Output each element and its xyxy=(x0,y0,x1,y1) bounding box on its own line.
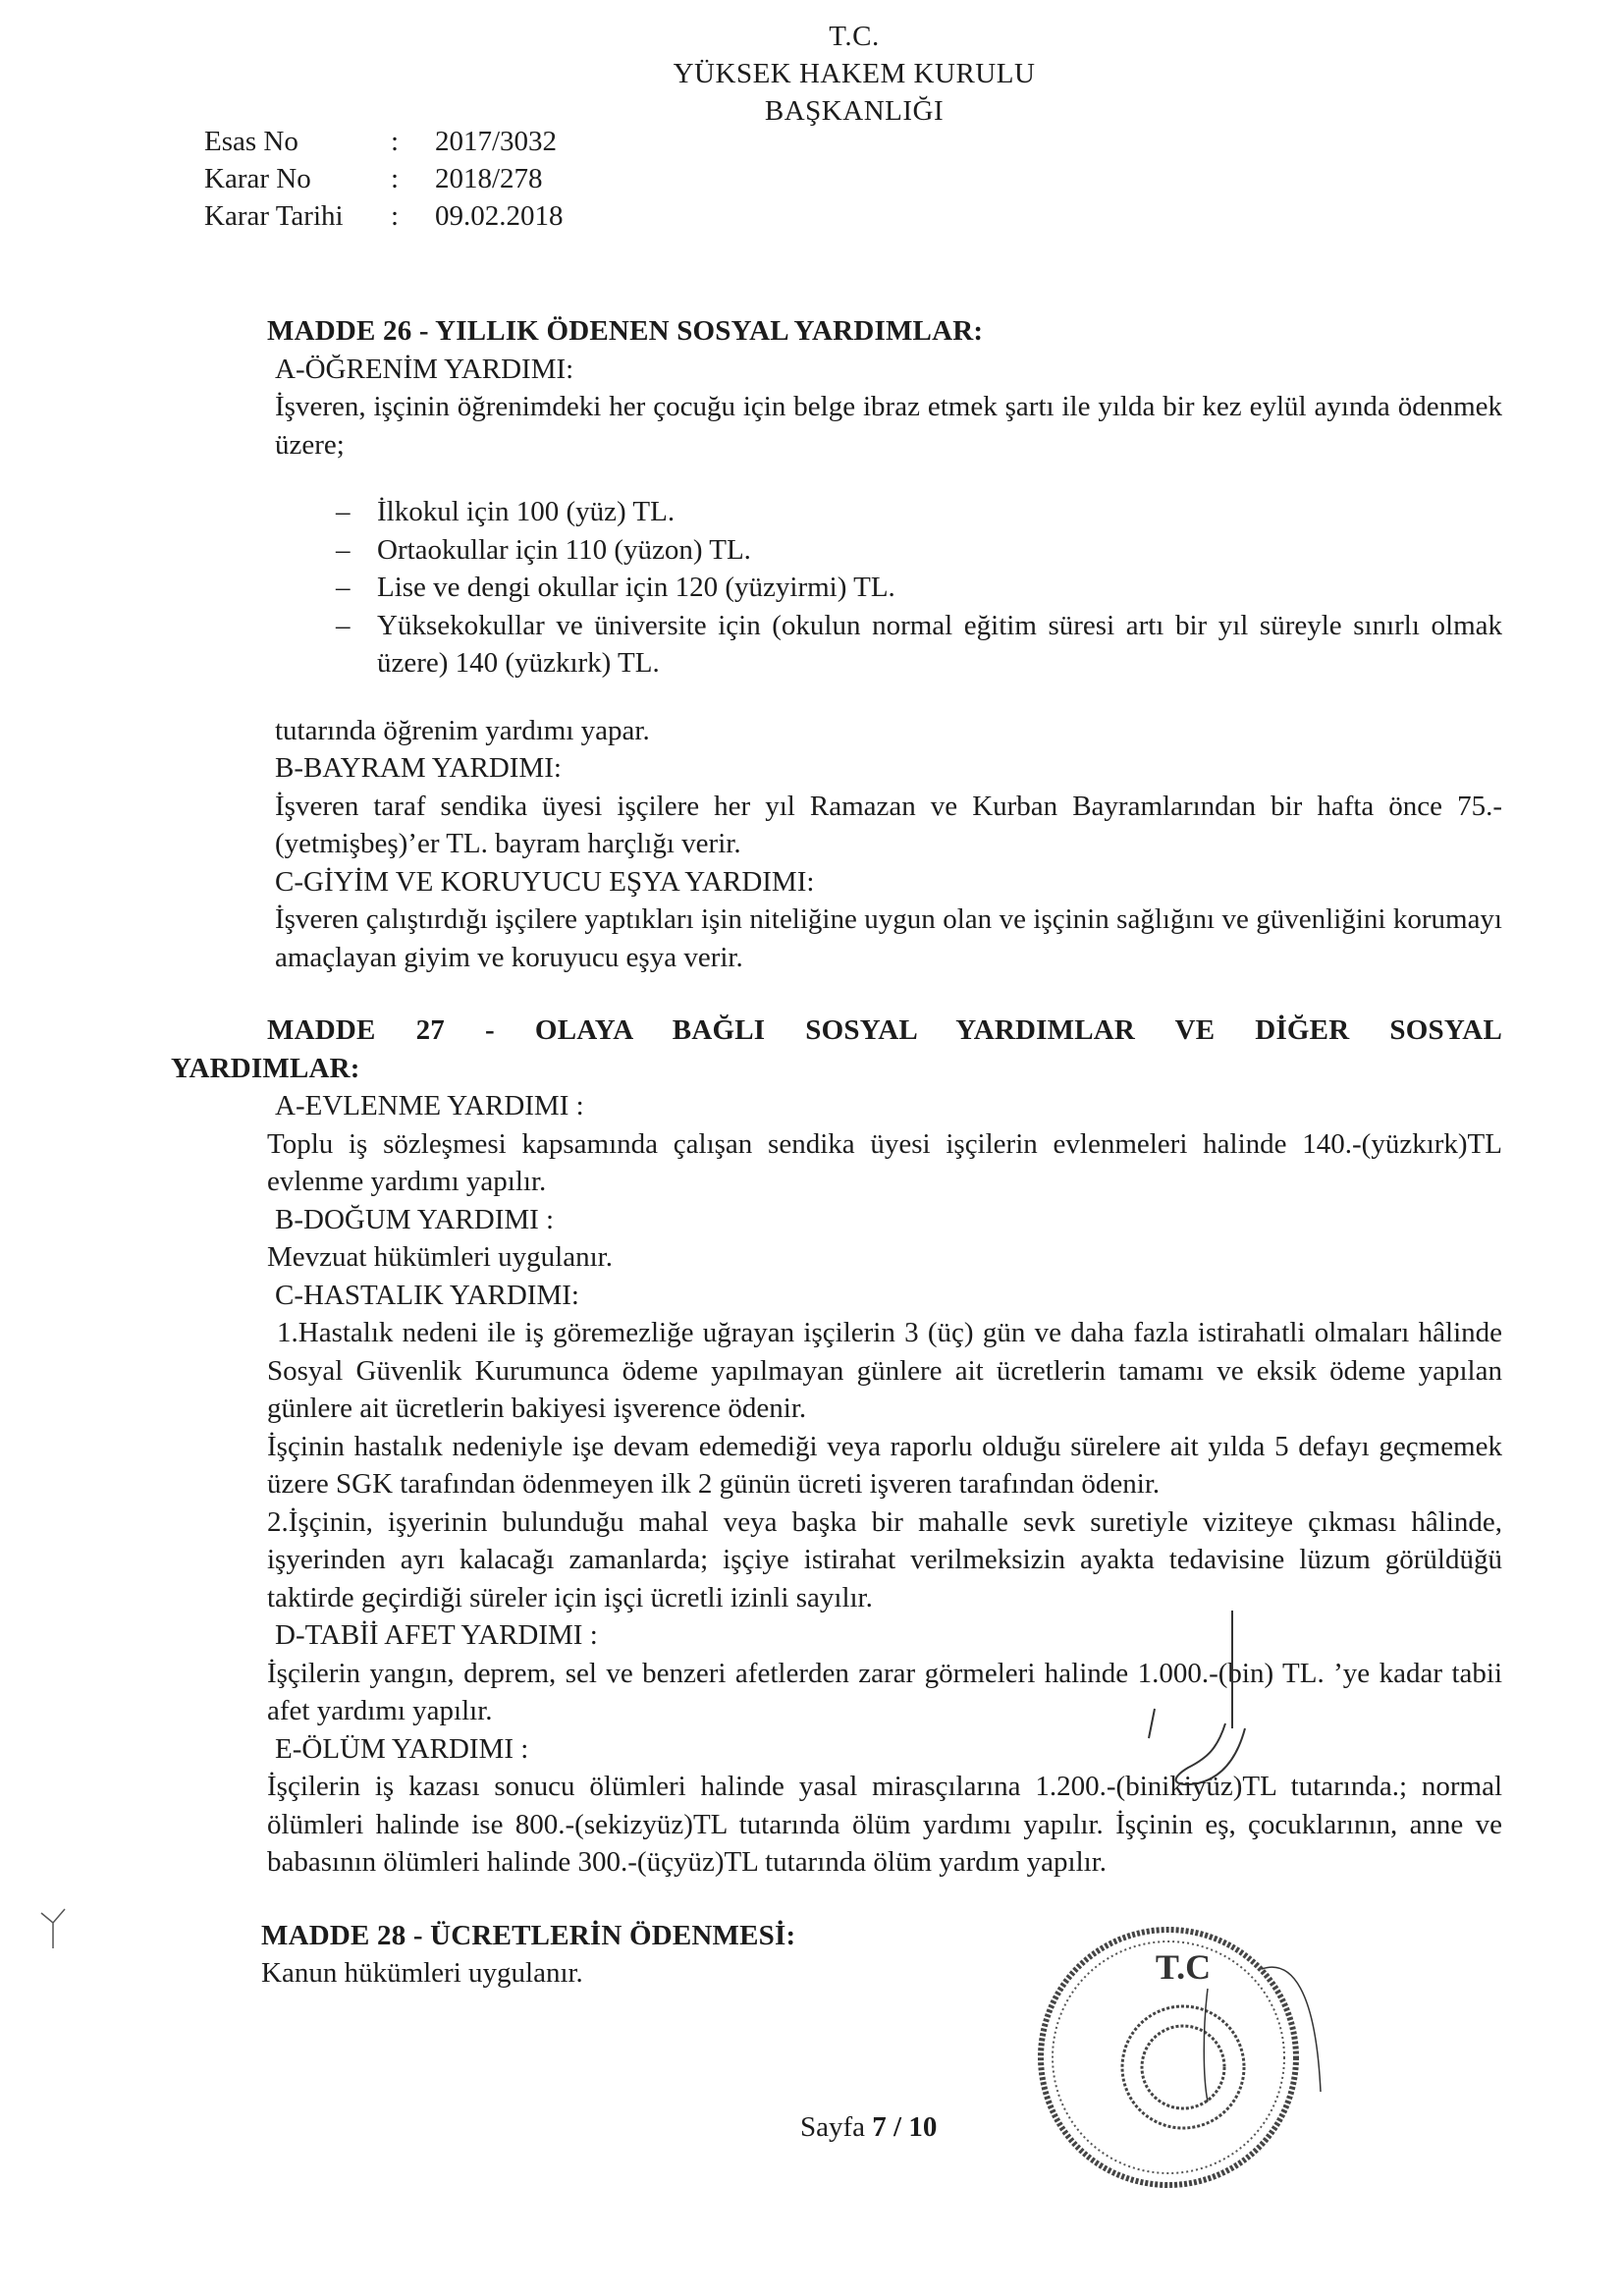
list-item: – Yüksekokullar ve üniversite için (okulun normal eğitim süresi artı bir yıl süreyle sınırlı olmak üzere) 140 (yüzkırk) TL. xyxy=(336,607,1502,683)
article-27-a-text: Toplu iş sözleşmesi kapsamında çalışan sendika üyesi işçilerin evlenmeleri halinde 140.-(yüzkırk)TL evlenme yardımı yapılır. xyxy=(267,1127,1502,1197)
article-27-d-text: İşçilerin yangın, deprem, sel ve benzeri afetlerden zarar görmeleri halinde 1.000.-(bin) TL. ’ye kadar tabii afet yardımı yapılır. xyxy=(267,1657,1502,1726)
case-info-label: Karar Tarihi xyxy=(204,200,344,232)
dash-bullet-icon: – xyxy=(336,496,351,527)
article-27-d-title: D-TABİİ AFET YARDIMI : xyxy=(275,1619,598,1651)
article-27-b-title: B-DOĞUM YARDIMI : xyxy=(275,1203,555,1235)
dash-bullet-icon: – xyxy=(336,533,351,566)
list-item: – İlkokul için 100 (yüz) TL. xyxy=(336,493,1502,531)
case-info-value: 2018/278 xyxy=(435,163,543,194)
article-27-b-text: Mevzuat hükümleri uygulanır. xyxy=(267,1241,613,1273)
article-27-title-line1: MADDE 27 - OLAYA BAĞLI SOSYAL YARDIMLAR VE DİĞER SOSYAL xyxy=(267,1014,1502,1046)
header-institution-name: YÜKSEK HAKEM KURULU xyxy=(673,58,1036,89)
article-27-e-text: İşçilerin iş kazası sonucu ölümleri halinde yasal mirasçılarına 1.200.-(binikiyüz)TL tutarında.; normal ölümleri halinde ise 800.-(sekizyüz)TL tutarında ölüm yardımı yapılır. İşçinin eş, çocuklarının, anne ve babasının ölümleri halinde 300.-(üçyüz)TL tutarında ölüm yardım yapılır. xyxy=(267,1771,1502,1878)
institution-header xyxy=(628,18,1080,130)
list-item: – Lise ve dengi okullar için 120 (yüzyirmi) TL. xyxy=(336,569,1502,607)
page-number xyxy=(800,2111,937,2144)
dash-bullet-icon: – xyxy=(336,572,351,603)
case-info-separator: : xyxy=(391,200,400,232)
page-separator: / xyxy=(893,2111,902,2143)
article-27-c-p3: 2.İşçinin, işyerinin bulunduğu mahal veya başka bir mahalle sevk suretiyle viziteye çıkması hâlinde, işyerinden ayrı kalacağı zamanlarda; işçiye istirahat verilmeksizin ayakta tedavisine lüzum görüldüğü taktirde geçirdiği süreler için işçi ücretli izinli sayılır. xyxy=(267,1505,1502,1613)
article-26-c-text: İşveren çalıştırdığı işçilere yaptıkları işin niteliğine uygun olan ve işçinin sağlığını ve güvenliğini korumayı amaçlayan giyim ve koruyucu eşya verir. xyxy=(275,903,1502,973)
case-info-row-karar-no xyxy=(204,160,564,197)
dash-bullet-icon: – xyxy=(336,609,351,641)
article-27-c-p2: İşçinin hastalık nedeniyle işe devam edemediği veya raporlu olduğu sürelere ait yılda 5 defayı geçmemek üzere SGK tarafından ödenmeyen ilk 2 günün ücreti işveren tarafından ödenir. xyxy=(267,1430,1502,1500)
case-info-separator: : xyxy=(391,126,400,157)
article-28-title: MADDE 28 - ÜCRETLERİN ÖDENMESİ: xyxy=(261,1919,796,1951)
article-26-a-outro: tutarında öğrenim yardımı yapar. xyxy=(275,714,650,746)
article-26-a-title: A-ÖĞRENİM YARDIMI: xyxy=(275,353,574,385)
article-26-title: MADDE 26 - YILLIK ÖDENEN SOSYAL YARDIMLAR: xyxy=(267,315,984,347)
article-26-b-title: B-BAYRAM YARDIMI: xyxy=(275,752,562,784)
case-info-separator: : xyxy=(391,163,400,194)
header-tc: T.C. xyxy=(829,21,880,52)
article-27-title-line2: YARDIMLAR: xyxy=(171,1052,360,1084)
article-26-c-title: C-GİYİM VE KORUYUCU EŞYA YARDIMI: xyxy=(275,865,815,898)
case-info-label: Karar No xyxy=(204,163,311,194)
svg-text:T.C: T.C xyxy=(1155,1947,1212,1987)
case-info-value: 2017/3032 xyxy=(435,126,558,157)
header-department: BAŞKANLIĞI xyxy=(764,95,945,127)
case-info xyxy=(204,123,564,235)
article-26-a-intro: İşveren, işçinin öğrenimdeki her çocuğu için belge ibraz etmek şartı ile yılda bir kez eylül ayında ödenmek üzere; xyxy=(275,391,1502,461)
article-27-e-title: E-ÖLÜM YARDIMI : xyxy=(275,1732,529,1765)
page-current: 7 xyxy=(872,2111,887,2143)
margin-mark-icon xyxy=(39,1905,69,1954)
article-27-c-title: C-HASTALIK YARDIMI: xyxy=(275,1279,579,1311)
official-seal-icon xyxy=(1036,1920,1330,2214)
page-label: Sayfa xyxy=(800,2111,866,2143)
case-info-row-esas-no xyxy=(204,123,564,160)
article-27-a-title: A-EVLENME YARDIMI : xyxy=(275,1090,584,1121)
article-28-text: Kanun hükümleri uygulanır. xyxy=(261,1957,583,1989)
article-27-c-p1: 1.Hastalık nedeni ile iş göremezliğe uğrayan işçilerin 3 (üç) gün ve daha fazla istirahatli olmaları hâlinde Sosyal Güvenlik Kurumunca ödeme yapılmayan günlere ait ücretlerin tamamı ve eksik ödeme yapılan günlere ait ücretlerin bakiyesi işverence ödenir. xyxy=(267,1317,1502,1424)
article-26-b-text: İşveren taraf sendika üyesi işçilere her yıl Ramazan ve Kurban Bayramlarından bir hafta önce 75.-(yetmişbeş)’er TL. bayram harçlığı verir. xyxy=(275,790,1502,859)
case-info-row-karar-tarihi xyxy=(204,197,564,235)
case-info-value: 09.02.2018 xyxy=(435,200,564,232)
page-total: 10 xyxy=(908,2111,938,2143)
list-item: – Ortaokullar için 110 (yüzon) TL. xyxy=(336,531,1502,570)
case-info-label: Esas No xyxy=(204,126,298,157)
article-26-a-list xyxy=(336,493,1502,683)
